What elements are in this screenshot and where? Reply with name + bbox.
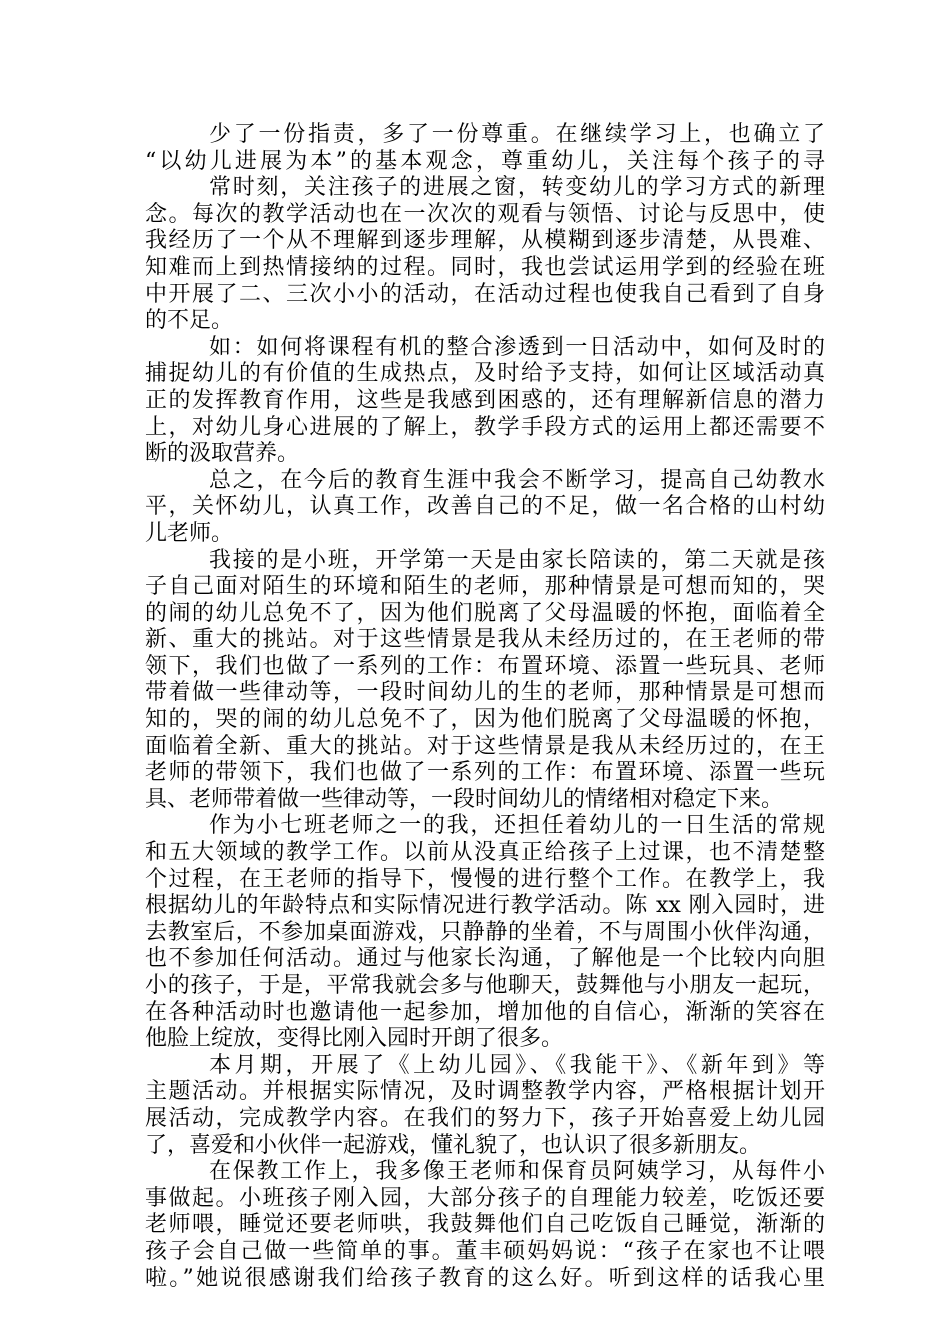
text-line: 和五大领域的教学工作。以前从没真正给孩子上过课，也不清楚整	[145, 840, 825, 866]
text-line: 我经历了一个从不理解到逐步理解，从模糊到逐步清楚，从畏难、	[145, 228, 825, 254]
text-line: 知难而上到热情接纳的过程。同时，我也尝试运用学到的经验在班	[145, 254, 825, 280]
text-line: 领下，我们也做了一系列的工作：布置环境、添置一些玩具、老师	[145, 653, 825, 679]
text-line: 捕捉幼儿的有价值的生成热点，及时给予支持，如何让区域活动真	[145, 361, 825, 387]
text-line: 本月期，开展了《上幼儿园》、《我能干》、《新年到》等	[209, 1052, 825, 1078]
text-line: 小的孩子，于是，平常我就会多与他聊天，鼓舞他与小朋友一起玩，	[145, 973, 825, 998]
text-line: 老师喂，睡觉还要老师哄，我鼓舞他们自己吃饭自己睡觉，渐渐的	[145, 1212, 825, 1238]
text-line: 去教室后，不参加桌面游戏，只静静的坐着，不与周围小伙伴沟通，	[145, 919, 825, 945]
text-line: 正的发挥教育作用，这些是我感到困惑的，还有理解新信息的潜力	[145, 387, 825, 413]
text-line: 我接的是小班，开学第一天是由家长陪读的，第二天就是孩	[209, 547, 825, 573]
text-line: “以幼儿进展为本”的基本观念，尊重幼儿，关注每个孩子的寻	[145, 148, 825, 174]
text-line: 知的，哭的闹的幼儿总免不了，因为他们脱离了父母温暖的怀抱，	[145, 707, 825, 733]
text-line: 念。每次的教学活动也在一次次的观看与领悟、讨论与反思中，使	[145, 201, 825, 227]
text-line: 主题活动。并根据实际情况，及时调整教学内容，严格根据计划开	[145, 1079, 825, 1105]
text-line: 断的汲取营养。	[145, 441, 300, 467]
text-line: 老师的带领下，我们也做了一系列的工作：布置环境、添置一些玩	[145, 760, 825, 786]
text-line: 个过程，在王老师的指导下，慢慢的进行整个工作。在教学上，我	[145, 866, 825, 892]
text-line: 他脸上绽放，变得比刚入园时开朗了很多。	[145, 1026, 564, 1052]
text-line: 展活动，完成教学内容。在我们的努力下，孩子开始喜爱上幼儿园	[145, 1105, 825, 1131]
text-line: 在各种活动时也邀请他一起参加，增加他的自信心，渐渐的笑容在	[145, 999, 825, 1025]
text-line: 儿老师。	[145, 520, 234, 546]
text-line: 啦。”她说很感谢我们给孩子教育的这么好。听到这样的话我心里	[145, 1265, 825, 1291]
text-line: 常时刻，关注孩子的进展之窗，转变幼儿的学习方式的新理	[209, 175, 825, 201]
text-line: 也不参加任何活动。通过与他家长沟通，了解他是一个比较内向胆	[145, 946, 825, 972]
text-line: 带着做一些律动等，一段时间幼儿的生的老师，那种情景是可想而	[145, 680, 825, 706]
text-line: 少了一份指责，多了一份尊重。在继续学习上，也确立了	[209, 122, 825, 147]
text-line: 平，关怀幼儿，认真工作，改善自己的不足，做一名合格的山村幼	[145, 494, 825, 520]
text-line: 中开展了二、三次小小的活动，在活动过程也使我自己看到了自身	[145, 281, 825, 307]
text-line: 了，喜爱和小伙伴一起游戏，懂礼貌了，也认识了很多新朋友。	[145, 1132, 762, 1158]
text-line: 根据幼儿的年龄特点和实际情况进行教学活动。陈 xx 刚入园时，进	[145, 893, 825, 919]
text-line: 总之，在今后的教育生涯中我会不断学习，提高自己幼教水	[209, 467, 825, 493]
text-line: 子自己面对陌生的环境和陌生的老师，那种情景是可想而知的，哭	[145, 574, 825, 600]
text-line: 的闹的幼儿总免不了，因为他们脱离了父母温暖的怀抱，面临着全	[145, 600, 825, 626]
text-line: 的不足。	[145, 308, 234, 334]
text-line: 作为小七班老师之一的我，还担任着幼儿的一日生活的常规	[209, 813, 825, 839]
document-body	[145, 122, 825, 1292]
text-line: 事做起。小班孩子刚入园，大部分孩子的自理能力较差，吃饭还要	[145, 1185, 825, 1211]
text-line: 在保教工作上，我多像王老师和保育员阿姨学习，从每件小	[209, 1159, 825, 1185]
text-line: 孩子会自己做一些简单的事。董丰硕妈妈说：“孩子在家也不让喂	[145, 1238, 825, 1264]
text-line: 具、老师带着做一些律动等，一段时间幼儿的情绪相对稳定下来。	[145, 786, 784, 812]
text-line: 面临着全新、重大的挑站。对于这些情景是我从未经历过的，在王	[145, 733, 825, 759]
text-line: 新、重大的挑站。对于这些情景是我从未经历过的，在王老师的带	[145, 627, 825, 653]
text-line: 如：如何将课程有机的整合渗透到一日活动中，如何及时的	[209, 334, 825, 360]
text-line: 上，对幼儿身心进展的了解上，教学手段方式的运用上都还需要不	[145, 414, 825, 440]
